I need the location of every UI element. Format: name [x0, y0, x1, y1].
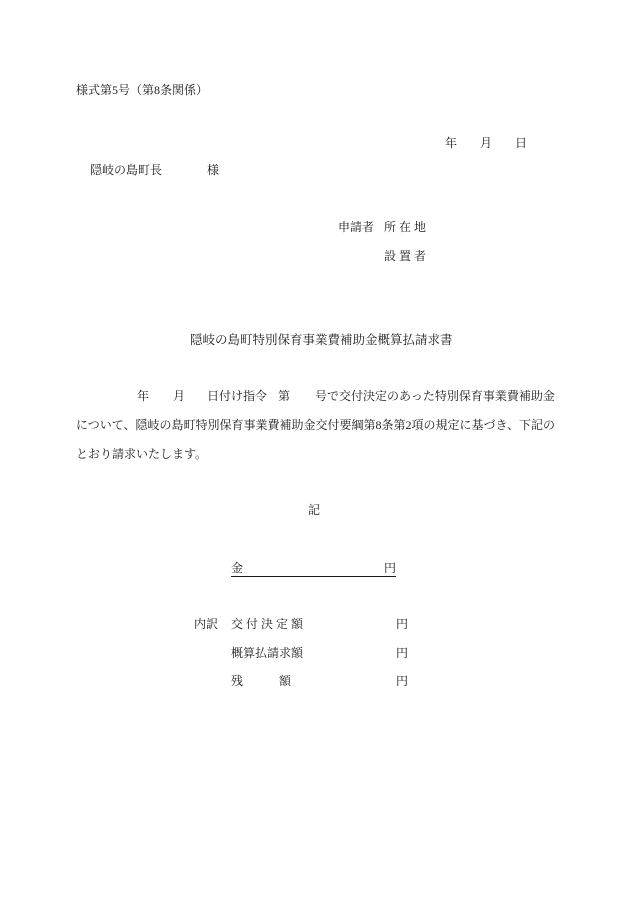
date-month: 月 [480, 136, 493, 150]
body-date-designation: 日付け指令 [207, 389, 268, 403]
body-line2: について、隠岐の島町特別保育事業費補助金交付要綱第8条第2項の規定に基づき、下記の [76, 418, 556, 432]
body-year: 年 [137, 389, 150, 403]
addressee-name: 隠岐の島町長 [90, 163, 163, 177]
amount-prefix: 金 [231, 561, 244, 575]
date-year: 年 [445, 136, 458, 150]
amount-suffix: 円 [384, 561, 397, 575]
amount-underline [231, 561, 396, 577]
breakdown-item-unit: 円 [396, 646, 409, 660]
applicant-label: 申請者 [338, 220, 375, 234]
body-line3: とおり請求いたします。 [76, 447, 208, 461]
breakdown-item-label: 概算払請求額 [231, 646, 304, 660]
breakdown-label: 内訳 [194, 617, 219, 631]
body-month: 月 [173, 389, 186, 403]
applicant-establisher-label: 設 置 者 [384, 249, 427, 263]
breakdown-item-label: 交 付 決 定 額 [231, 617, 304, 631]
date-day: 日 [515, 136, 528, 150]
body-number-prefix: 第 [278, 389, 291, 403]
addressee-honorific: 様 [207, 163, 220, 177]
breakdown-item-unit: 円 [396, 617, 409, 631]
breakdown-item-unit: 円 [396, 674, 409, 688]
applicant-address-label: 所 在 地 [384, 220, 427, 234]
form-number: 様式第5号（第8条関係） [76, 83, 209, 97]
breakdown-item-label: 残 額 [231, 674, 292, 688]
document-title: 隠岐の島町特別保育事業費補助金概算払請求書 [190, 333, 453, 347]
ki-marker: 記 [308, 503, 321, 517]
body-line1-rest: 号で交付決定のあった特別保育事業費補助金 [315, 389, 555, 403]
